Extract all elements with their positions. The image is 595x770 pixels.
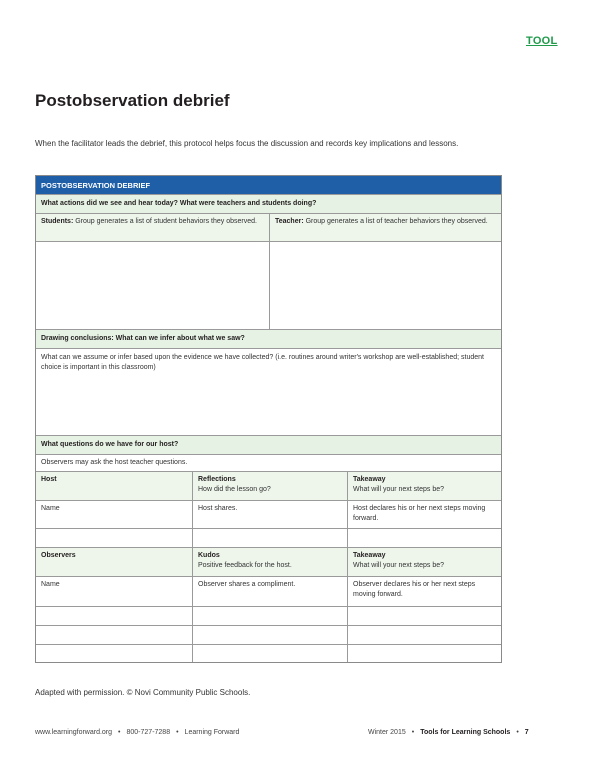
host-takeaway-title: Takeaway (353, 476, 386, 483)
host-blank-cell[interactable] (347, 529, 501, 547)
page-number: 7 (524, 729, 529, 736)
reflections-title: Reflections (198, 476, 236, 483)
host-row (36, 500, 501, 528)
footer-issue: Winter 2015 (368, 729, 406, 736)
observer-takeaway-col-header (347, 548, 501, 576)
footer-separator: • (118, 729, 121, 736)
observer-blank-cell[interactable] (347, 645, 501, 662)
observer-blank-cell[interactable] (192, 645, 347, 662)
observers-col-header: Observers (41, 552, 76, 559)
footer-publication: Tools for Learning Schools (420, 729, 511, 736)
observer-blank-cell[interactable] (36, 645, 192, 662)
page-title: Postobservation debrief (35, 91, 230, 110)
observer-takeaway-sub: What will your next steps be? (353, 562, 445, 569)
observer-blank-row (36, 644, 501, 662)
footer-right (368, 729, 529, 736)
section3-heading: What questions do we have for our host? (36, 436, 501, 454)
footer-separator: • (176, 729, 179, 736)
observer-row (36, 576, 501, 606)
host-reflection-cell[interactable]: Host shares. (192, 501, 347, 528)
observer-blank-cell[interactable] (347, 626, 501, 644)
permission-note: Adapted with permission. © Novi Community Public Schools. (35, 688, 251, 697)
section2-heading: Drawing conclusions: What can we infer about what we saw? (36, 330, 501, 348)
host-blank-cell[interactable] (36, 529, 192, 547)
observer-blank-cell[interactable] (36, 607, 192, 625)
teacher-label-cell (269, 214, 501, 241)
students-text: Group generates a list of student behaviors they observed. (73, 218, 257, 225)
host-takeaway-sub: What will your next steps be? (353, 486, 445, 493)
reflections-sub: How did the lesson go? (198, 486, 271, 493)
host-col-header: Host (41, 476, 57, 483)
observer-header-row (36, 547, 501, 576)
observer-blank-cell[interactable] (192, 607, 347, 625)
section1-heading: What actions did we see and hear today? What were teachers and students doing? (36, 195, 501, 213)
section2-heading-row (36, 329, 501, 348)
intro-text: When the facilitator leads the debrief, this protocol helps focus the discussion and records key implications and lessons. (35, 139, 459, 148)
observer-blank-row (36, 606, 501, 625)
kudos-title: Kudos (198, 552, 220, 559)
observer-kudos-cell[interactable]: Observer shares a compliment. (192, 577, 347, 606)
section1-heading-row (36, 194, 501, 213)
footer-website[interactable]: www.learningforward.org (35, 729, 113, 736)
teacher-label: Teacher: (275, 218, 304, 225)
observer-takeaway-title: Takeaway (353, 552, 386, 559)
footer-separator: • (411, 729, 415, 736)
footer-left (35, 729, 239, 736)
students-label-cell (36, 214, 269, 241)
observer-blank-cell[interactable] (192, 626, 347, 644)
observer-blank-cell[interactable] (36, 626, 192, 644)
observer-blank-row (36, 625, 501, 644)
teacher-answer-area[interactable] (269, 242, 501, 329)
form-banner: POSTOBSERVATION DEBRIEF (36, 176, 501, 194)
section1-labels-row (36, 213, 501, 241)
section2-prompt: What can we assume or infer based upon the evidence we have collected? (i.e. routines around writer's workshop are well-established; student choice is important in this classroom) (41, 354, 484, 371)
host-name-cell[interactable]: Name (41, 505, 60, 512)
section3-heading-row (36, 435, 501, 454)
section2-answer-row[interactable] (36, 348, 501, 435)
teacher-text: Group generates a list of teacher behaviors they observed. (303, 218, 488, 225)
host-blank-cell[interactable] (192, 529, 347, 547)
footer-org: Learning Forward (184, 729, 240, 736)
students-label: Students: (41, 218, 74, 225)
footer-separator: • (516, 729, 519, 736)
section1-answer-row (36, 241, 501, 329)
observer-blank-cell[interactable] (347, 607, 501, 625)
host-takeaway-col-header (347, 472, 501, 500)
observer-name-cell[interactable]: Name (41, 581, 60, 588)
host-takeaway-cell[interactable]: Host declares his or her next steps moving forward. (347, 501, 501, 528)
section3-note-row (36, 454, 501, 471)
section3-note: Observers may ask the host teacher questions. (41, 459, 188, 466)
kudos-sub: Positive feedback for the host. (198, 562, 292, 569)
students-answer-area[interactable] (36, 242, 269, 329)
debrief-form (35, 175, 502, 663)
observer-takeaway-cell[interactable]: Observer declares his or her next steps moving forward. (347, 577, 501, 606)
reflections-col-header (192, 472, 347, 500)
host-header-row (36, 471, 501, 500)
host-blank-row (36, 528, 501, 547)
kudos-col-header (192, 548, 347, 576)
footer-phone: 800-727-7288 (126, 729, 171, 736)
tool-tag: TOOL (526, 35, 558, 47)
form-banner-row (36, 176, 501, 194)
